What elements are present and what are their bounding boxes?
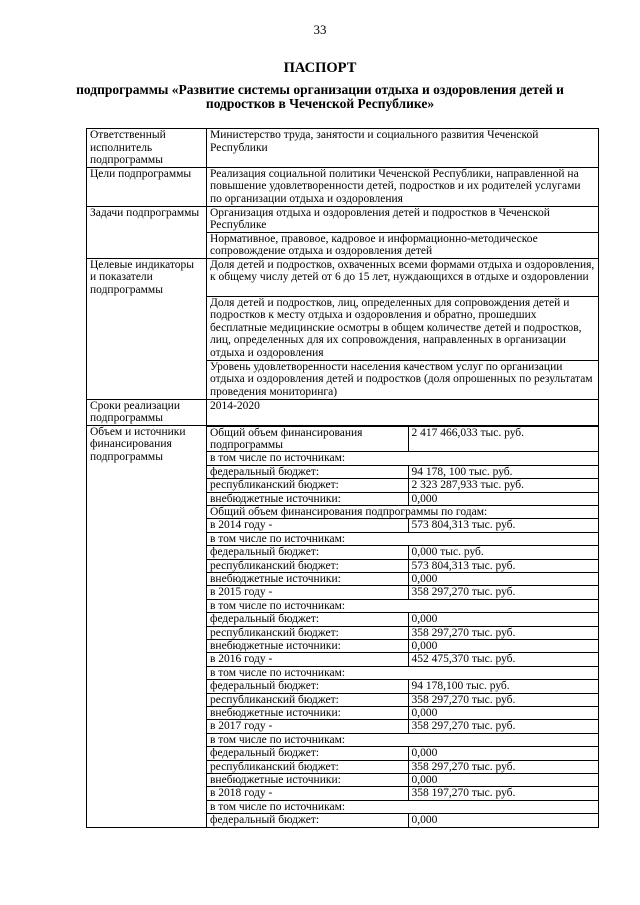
- row-label: Ответственный исполнитель подпрограммы: [87, 129, 207, 168]
- finance-row-text: в том числе по источникам:: [207, 599, 598, 612]
- finance-row: [207, 586, 598, 599]
- finance-row-text: Общий объем финансирования подпрограммы по годам:: [207, 505, 598, 518]
- table-row: [87, 129, 599, 168]
- finance-row-label: в 2015 году -: [207, 586, 408, 599]
- finance-row-label: внебюджетные источники:: [207, 572, 408, 585]
- finance-row-amount: 94 178, 100 тыс. руб.: [408, 465, 598, 478]
- indicator-value: Доля детей и подростков, лиц, определенных для сопровождения детей и подростков к месту отдыха и оздоровления и обратно, прошедших бесплатные медицинские осмотры в общем количестве детей и подростков, лиц, определенных для их сопровождения, направленных в организации отдыха и оздоровления: [207, 296, 599, 360]
- finance-row: [207, 707, 598, 720]
- finance-row-amount: 573 804,313 тыс. руб.: [408, 519, 598, 532]
- finance-row: [207, 640, 598, 653]
- finance-row-amount: 0,000: [408, 492, 598, 505]
- finance-row-amount: 0,000: [408, 814, 598, 827]
- finance-row-label: Общий объем финансирования подпрограммы: [207, 426, 408, 452]
- finance-row-label: федеральный бюджет:: [207, 747, 408, 760]
- finance-row: [207, 465, 598, 478]
- finance-row-label: в 2018 году -: [207, 787, 408, 800]
- finance-row-amount: 358 197,270 тыс. руб.: [408, 787, 598, 800]
- finance-row-amount: 358 297,270 тыс. руб.: [408, 693, 598, 706]
- row-value: 2014-2020: [207, 399, 599, 425]
- finance-row-text: в том числе по источникам:: [207, 666, 598, 679]
- finance-row-amount: 358 297,270 тыс. руб.: [408, 760, 598, 773]
- finance-row-amount: 2 323 287,933 тыс. руб.: [408, 479, 598, 492]
- finance-row-label: республиканский бюджет:: [207, 559, 408, 572]
- finance-row-label: внебюджетные источники:: [207, 492, 408, 505]
- document-title: ПАСПОРТ: [283, 60, 357, 76]
- finance-row-label: внебюджетные источники:: [207, 774, 408, 787]
- finance-row-amount: 0,000: [408, 774, 598, 787]
- finance-row: [207, 666, 598, 679]
- row-value: Организация отдыха и оздоровления детей и подростков в Чеченской Республике: [207, 206, 599, 232]
- finance-row-label: федеральный бюджет:: [207, 680, 408, 693]
- finance-row: [207, 572, 598, 585]
- finance-row-label: федеральный бюджет:: [207, 613, 408, 626]
- row-value: Реализация социальной политики Чеченской Республики, направленной на повышение удовлетворенности детей, подростков и их родителей услугами по организации отдыха и оздоровления: [207, 167, 599, 206]
- finance-row-label: в 2016 году -: [207, 653, 408, 666]
- page-number: 33: [313, 22, 327, 37]
- finance-row: [207, 505, 598, 518]
- table-row: [87, 258, 599, 296]
- finance-row-text: в том числе по источникам:: [207, 800, 598, 813]
- finance-row-amount: 0,000: [408, 613, 598, 626]
- finance-row-amount: 0,000: [408, 572, 598, 585]
- finance-row: [207, 800, 598, 813]
- finance-row: [207, 492, 598, 505]
- table-row: [87, 167, 599, 206]
- finance-row-label: республиканский бюджет:: [207, 693, 408, 706]
- row-label: Задачи подпрограммы: [87, 206, 207, 258]
- table-row: [87, 425, 599, 827]
- finance-row: [207, 760, 598, 773]
- finance-row: [207, 787, 598, 800]
- finance-row: [207, 814, 598, 827]
- finance-row-label: республиканский бюджет:: [207, 626, 408, 639]
- finance-row-text: в том числе по источникам:: [207, 733, 598, 746]
- row-label: Сроки реализации подпрограммы: [87, 399, 207, 425]
- finance-row-label: республиканский бюджет:: [207, 760, 408, 773]
- row-label: Объем и источники финансирования подпрограммы: [87, 425, 207, 827]
- finance-row: [207, 747, 598, 760]
- row-value: Министерство труда, занятости и социального развития Чеченской Республики: [207, 129, 599, 168]
- finance-row: [207, 693, 598, 706]
- finance-row-label: республиканский бюджет:: [207, 479, 408, 492]
- finance-row-amount: 94 178,100 тыс. руб.: [408, 680, 598, 693]
- finance-row: [207, 680, 598, 693]
- finance-row-label: внебюджетные источники:: [207, 640, 408, 653]
- finance-row-amount: 358 297,270 тыс. руб.: [408, 586, 598, 599]
- finance-row-amount: 573 804,313 тыс. руб.: [408, 559, 598, 572]
- finance-row-label: федеральный бюджет:: [207, 465, 408, 478]
- finance-row: [207, 613, 598, 626]
- finance-row: [207, 720, 598, 733]
- finance-row-amount: 358 297,270 тыс. руб.: [408, 720, 598, 733]
- finance-row: [207, 519, 598, 532]
- finance-row-amount: 2 417 466,033 тыс. руб.: [408, 426, 598, 452]
- finance-row-label: в 2014 году -: [207, 519, 408, 532]
- finance-row: [207, 479, 598, 492]
- document-subtitle: подпрограммы «Развитие системы организации отдыха и оздоровления детей и подростков в Чеченской Республике»: [76, 82, 564, 111]
- finance-row: [207, 559, 598, 572]
- finance-row: [207, 774, 598, 787]
- indicator-value: Доля детей и подростков, охваченных всеми формами отдыха и оздоровления, к общему числу детей от 6 до 15 лет, нуждающихся в отдыхе и оздоровлении: [207, 258, 599, 296]
- finance-row: [207, 546, 598, 559]
- finance-row: [207, 626, 598, 639]
- finance-row-amount: 0,000: [408, 707, 598, 720]
- finance-row-amount: 452 475,370 тыс. руб.: [408, 653, 598, 666]
- finance-row: [207, 426, 598, 452]
- finance-row-amount: 0,000: [408, 640, 598, 653]
- finance-row: [207, 599, 598, 612]
- row-label: Цели подпрограммы: [87, 167, 207, 206]
- row-value: Нормативное, правовое, кадровое и информационно-методическое сопровождение отдыха и оздоровления детей: [207, 232, 599, 258]
- finance-row-amount: 358 297,270 тыс. руб.: [408, 626, 598, 639]
- row-label: Целевые индикаторы и показатели подпрограммы: [87, 258, 207, 399]
- finance-row: [207, 532, 598, 545]
- passport-table: [86, 128, 599, 828]
- finance-row-amount: 0,000: [408, 747, 598, 760]
- finance-row-text: в том числе по источникам:: [207, 452, 598, 465]
- finance-row-label: федеральный бюджет:: [207, 814, 408, 827]
- finance-row-label: внебюджетные источники:: [207, 707, 408, 720]
- finance-row: [207, 452, 598, 465]
- finance-row-label: федеральный бюджет:: [207, 546, 408, 559]
- finance-row: [207, 733, 598, 746]
- table-row: [87, 206, 599, 232]
- finance-table: [207, 426, 598, 827]
- finance-row-amount: 0,000 тыс. руб.: [408, 546, 598, 559]
- finance-cell: [207, 425, 599, 827]
- finance-row-text: в том числе по источникам:: [207, 532, 598, 545]
- indicator-value: Уровень удовлетворенности населения качеством услуг по организации отдыха и оздоровления детей и подростков (доля опрошенных по результатам проведения мониторинга): [207, 360, 599, 399]
- finance-row-label: в 2017 году -: [207, 720, 408, 733]
- finance-row: [207, 653, 598, 666]
- table-row: [87, 399, 599, 425]
